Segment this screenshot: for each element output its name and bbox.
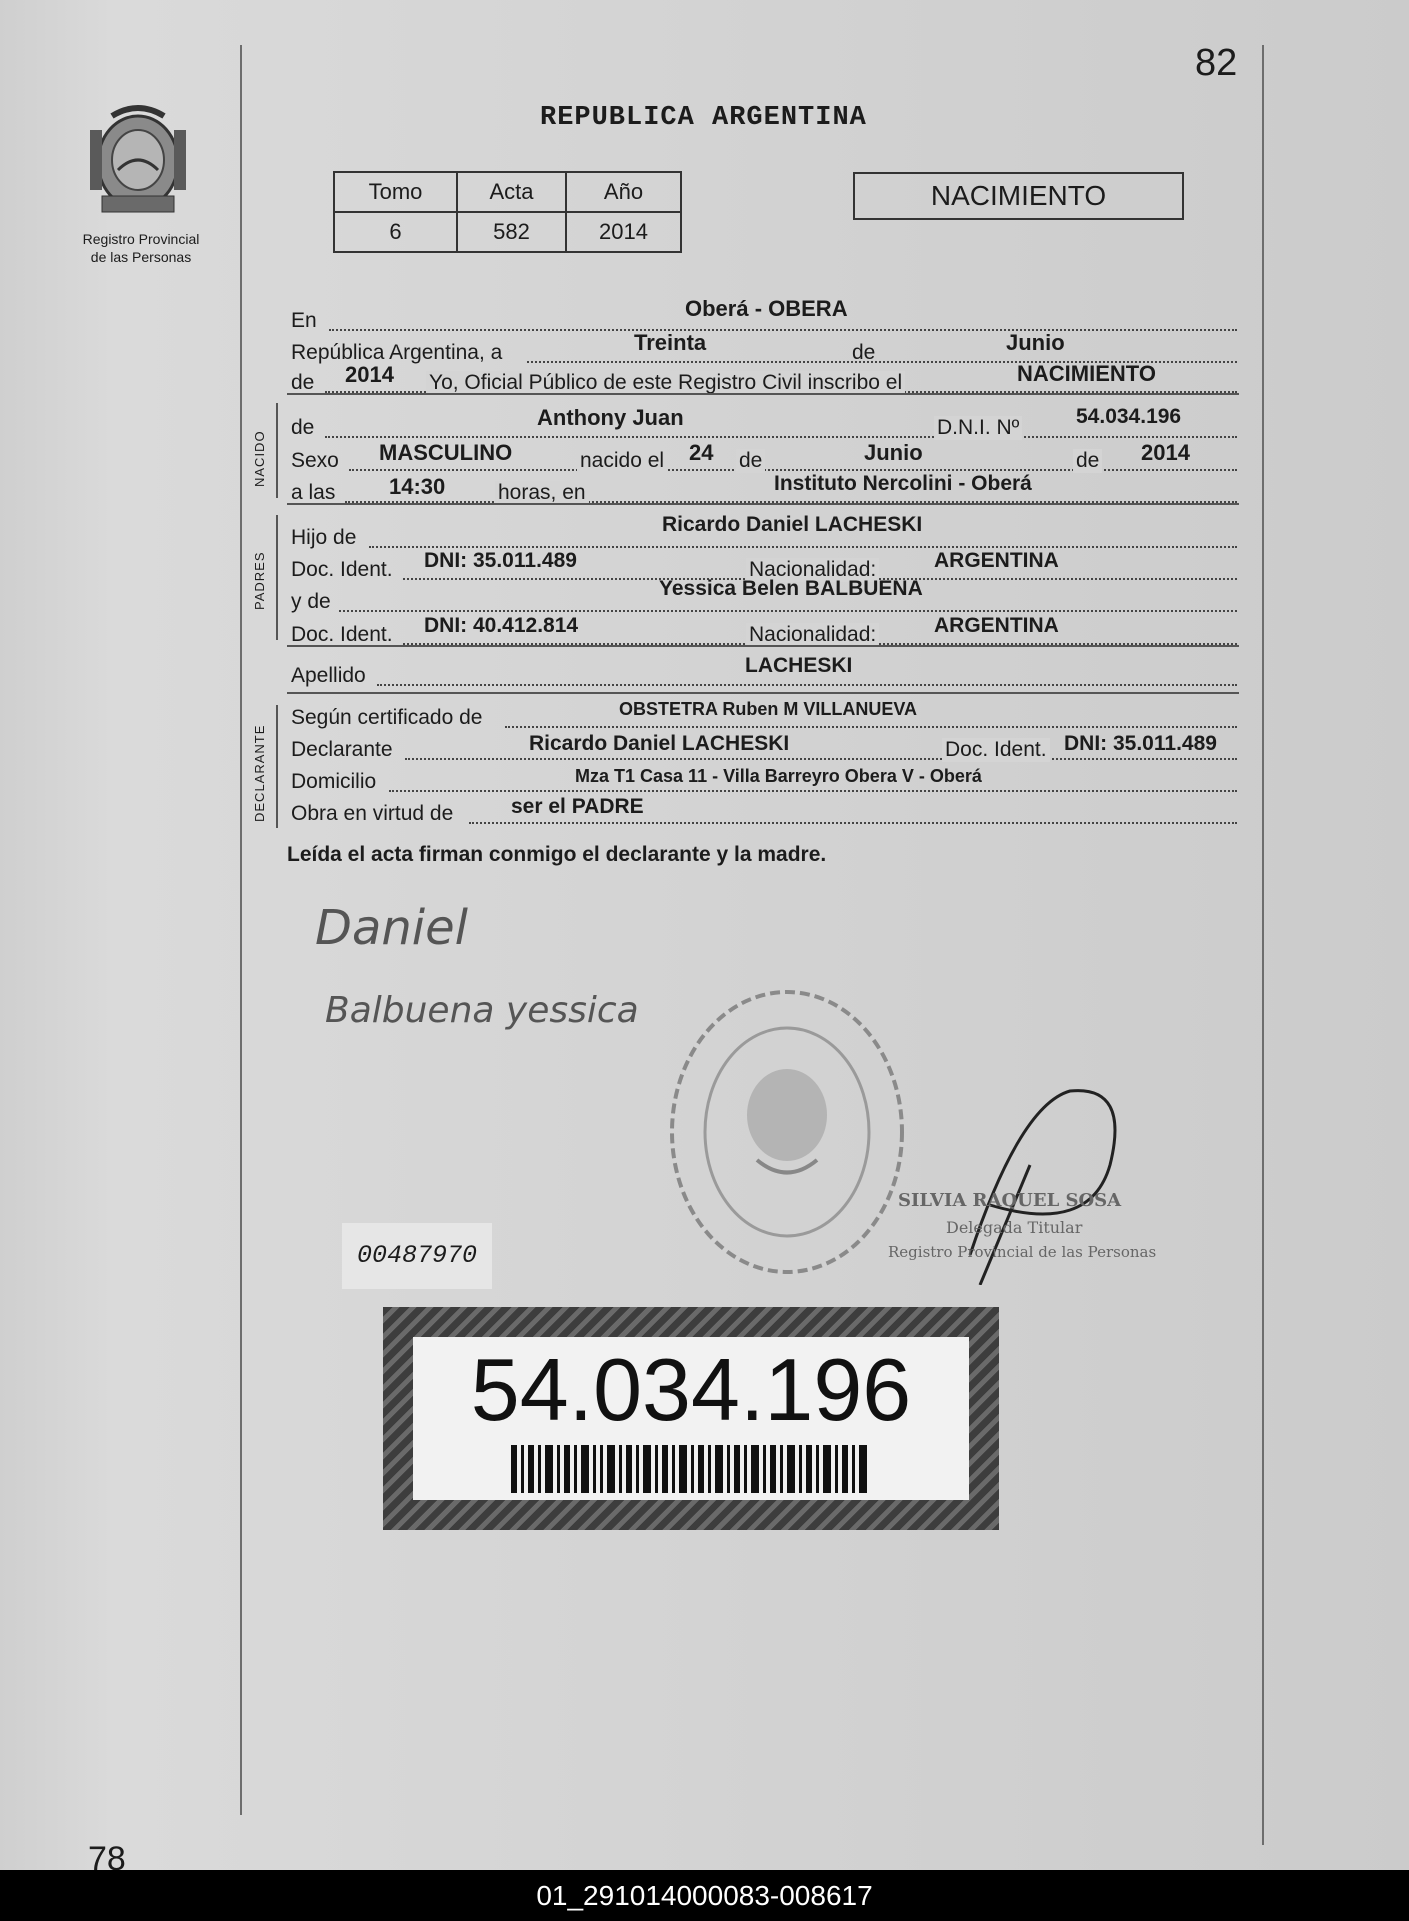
divider-4 <box>287 692 1239 694</box>
value-birth-month: Junio <box>864 440 923 465</box>
barcode-bars-icon <box>511 1445 871 1493</box>
label-apellido: Apellido <box>291 664 366 687</box>
value-mother-name: Yessica Belen BALBUENA <box>659 577 923 600</box>
document-title: REPUBLICA ARGENTINA <box>540 103 867 133</box>
record-value-anio: 2014 <box>566 212 681 252</box>
label-hijo-de: Hijo de <box>291 526 357 549</box>
logo-caption-line-1: Registro Provincial <box>82 231 200 247</box>
section-bar-padres <box>276 515 278 640</box>
value-month: Junio <box>1006 330 1065 355</box>
label-de-year: de <box>291 371 315 394</box>
barcode-sticker <box>383 1307 999 1530</box>
value-capacity: ser el PADRE <box>511 795 644 818</box>
value-mother-nationality: ARGENTINA <box>934 614 1059 637</box>
record-header-acta: Acta <box>457 172 566 212</box>
barcode-inner <box>413 1337 969 1500</box>
value-father-doc: DNI: 35.011.489 <box>424 549 577 572</box>
label-de-birth-year: de <box>1073 449 1102 473</box>
label-nacido-el: nacido el <box>577 449 667 473</box>
value-birth-day: 24 <box>689 440 714 465</box>
corner-number: 78 <box>88 1840 126 1870</box>
declarant-signature: Daniel <box>315 900 468 956</box>
divider-1 <box>287 393 1239 395</box>
value-sex: MASCULINO <box>379 440 513 465</box>
closing-text: Leída el acta firman conmigo el declarante y la madre. <box>287 843 827 866</box>
value-place: Oberá - OBERA <box>685 296 848 321</box>
label-obra: Obra en virtud de <box>291 802 454 825</box>
value-child-name: Anthony Juan <box>537 405 684 430</box>
value-birth-place: Instituto Nercolini - Oberá <box>774 472 1032 495</box>
official-title: Delegada Titular <box>946 1218 1083 1237</box>
value-father-nationality: ARGENTINA <box>934 549 1059 572</box>
footer-id: 01_291014000083-008617 <box>0 1870 1409 1921</box>
value-birth-time: 14:30 <box>389 474 446 499</box>
row-place <box>289 296 1237 337</box>
left-margin-line <box>240 45 242 1815</box>
label-dni: D.N.I. Nº <box>934 416 1022 440</box>
section-label-nacido: NACIDO <box>252 430 267 487</box>
row-capacity <box>289 795 1237 830</box>
logo-caption-line-2: de las Personas <box>90 249 192 265</box>
barcode-number: 54.034.196 <box>470 1340 912 1439</box>
label-y-de: y de <box>291 590 331 613</box>
province-seal-icon <box>82 100 194 220</box>
label-de-birth-month: de <box>736 449 765 473</box>
record-table-header-row <box>334 172 681 212</box>
label-domicilio: Domicilio <box>291 770 377 793</box>
section-label-declarante: DECLARANTE <box>252 724 267 822</box>
official-office: Registro Provincial de las Personas <box>888 1243 1157 1261</box>
record-header-anio: Año <box>566 172 681 212</box>
value-certificate: OBSTETRA Ruben M VILLANUEVA <box>619 699 917 719</box>
label-declarant-doc: Doc. Ident. <box>942 738 1050 762</box>
label-mother-doc: Doc. Ident. <box>291 623 393 646</box>
row-birth-date <box>289 440 1237 477</box>
label-sexo: Sexo <box>291 449 339 472</box>
logo-caption <box>66 230 216 266</box>
value-child-dni: 54.034.196 <box>1076 405 1182 428</box>
mother-signature: Balbuena yessica <box>325 990 639 1031</box>
value-event: NACIMIENTO <box>1017 361 1156 386</box>
row-certificate <box>289 699 1237 734</box>
official-name: SILVIA RAQUEL SOSA <box>898 1190 1122 1211</box>
record-table <box>333 171 682 253</box>
record-value-acta: 582 <box>457 212 566 252</box>
page-number: 82 <box>1195 42 1238 84</box>
label-republica: República Argentina, a <box>291 341 503 364</box>
record-header-tomo: Tomo <box>334 172 457 212</box>
value-declarant-doc: DNI: 35.011.489 <box>1064 732 1217 755</box>
label-oficial: Yo, Oficial Público de este Registro Civil inscribo el <box>426 371 905 395</box>
label-father-doc: Doc. Ident. <box>291 558 393 581</box>
divider-3 <box>287 645 1239 647</box>
value-day-words: Treinta <box>634 330 707 355</box>
value-birth-year: 2014 <box>1141 440 1190 465</box>
row-declarant <box>289 734 1237 766</box>
label-en: En <box>291 309 317 332</box>
label-mother-nationality: Nacionalidad: <box>746 623 879 647</box>
label-a-las: a las <box>291 481 336 504</box>
record-value-tomo: 6 <box>334 212 457 252</box>
right-margin-line <box>1262 45 1264 1845</box>
control-number: 00487970 <box>342 1223 492 1289</box>
label-de-name: de <box>291 416 315 439</box>
label-de-month: de <box>852 341 876 364</box>
official-seal-icon <box>665 985 910 1280</box>
value-surname: LACHESKI <box>745 654 853 677</box>
section-bar-nacido <box>276 403 278 498</box>
value-mother-doc: DNI: 40.412.814 <box>424 614 579 637</box>
row-address <box>289 766 1237 798</box>
label-horas-en: horas, en <box>495 481 589 505</box>
section-bar-declarante <box>276 705 278 828</box>
label-father-nationality: Nacionalidad: <box>746 558 879 582</box>
value-year: 2014 <box>345 362 394 387</box>
value-address: Mza T1 Casa 11 - Villa Barreyro Obera V - Oberá <box>575 766 982 786</box>
value-father-name: Ricardo Daniel LACHESKI <box>662 513 923 536</box>
section-label-padres: PADRES <box>252 551 267 610</box>
row-surname <box>289 654 1237 692</box>
label-declarante: Declarante <box>291 738 393 761</box>
divider-2 <box>287 503 1239 505</box>
record-table-value-row <box>334 212 681 252</box>
label-certificado: Según certificado de <box>291 706 483 729</box>
record-type-box: NACIMIENTO <box>853 172 1184 220</box>
value-declarant-name: Ricardo Daniel LACHESKI <box>529 732 790 755</box>
